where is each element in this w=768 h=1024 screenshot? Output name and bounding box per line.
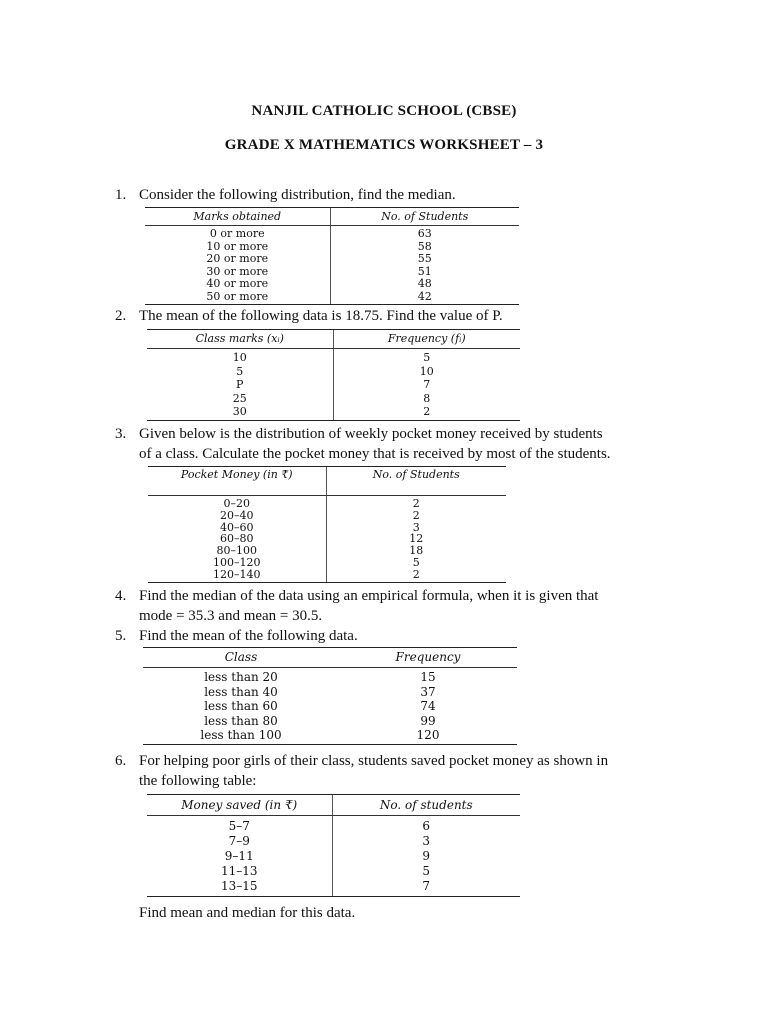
table-cell: 30 or more xyxy=(206,264,269,278)
question-number: 4. xyxy=(115,588,127,604)
question-number: 2. xyxy=(115,308,127,324)
table-cell: 11–13 xyxy=(220,864,258,878)
question-2 xyxy=(115,306,675,326)
table-cell: 100–120 xyxy=(213,555,261,569)
table-cell: 20 or more xyxy=(206,252,269,265)
question-number: 1. xyxy=(115,187,127,203)
table-cell: 2 xyxy=(412,508,420,522)
table-cell: 74 xyxy=(420,699,436,714)
table-header: Marks obtained xyxy=(145,208,331,225)
table-cell: 42 xyxy=(417,289,432,303)
table-header: No. of students xyxy=(379,798,473,812)
table-header: No. of Students xyxy=(381,210,469,223)
table-header: Money saved (in ₹) xyxy=(147,795,333,815)
table-cell: P xyxy=(236,378,244,391)
question-6 xyxy=(115,751,685,791)
table-cell: less than 40 xyxy=(204,684,278,699)
question-4 xyxy=(115,586,675,626)
table-cell: 8 xyxy=(423,391,431,405)
table-cell: 80–100 xyxy=(216,544,257,558)
table-cell: 120 xyxy=(416,728,440,743)
table-cell: 37 xyxy=(420,684,436,699)
table-cell: 40 or more xyxy=(206,277,269,290)
table-cell: 63 xyxy=(417,227,432,240)
table-cell: less than 80 xyxy=(204,713,278,728)
table-cell: 2 xyxy=(423,405,431,418)
table-cell: 5 xyxy=(423,351,431,364)
question-text: Consider the following distribution, find the median. xyxy=(139,187,456,203)
table-cell: 7–9 xyxy=(228,834,250,848)
table-5 xyxy=(143,647,517,745)
table-cell: 10 xyxy=(419,364,434,378)
table-cell: 0 or more xyxy=(209,227,265,240)
question-3 xyxy=(115,424,675,464)
table-header: Class xyxy=(224,650,258,664)
table-2 xyxy=(147,329,520,421)
question-text: Find mean and median for this data. xyxy=(139,905,356,921)
table-cell: 20–40 xyxy=(220,508,254,522)
school-title: NANJIL CATHOLIC SCHOOL (CBSE) xyxy=(251,103,517,119)
table-cell: 6 xyxy=(422,819,431,833)
table-cell: 10 or more xyxy=(206,239,269,253)
table-cell: 50 or more xyxy=(206,289,269,303)
table-header: Frequency (fᵢ) xyxy=(387,332,466,345)
table-cell: 58 xyxy=(417,239,432,253)
table-cell: 99 xyxy=(420,713,436,728)
table-1 xyxy=(145,207,519,305)
table-cell: 2 xyxy=(412,497,420,510)
question-number: 3. xyxy=(115,426,127,442)
table-3 xyxy=(148,466,506,583)
table-header: No. of Students xyxy=(372,468,460,481)
table-cell: 5 xyxy=(422,864,431,878)
table-cell: 5 xyxy=(412,555,420,569)
table-cell: 12 xyxy=(409,532,424,546)
question-number: 6. xyxy=(115,753,127,769)
table-cell: 7 xyxy=(422,879,431,893)
table-cell: 9 xyxy=(422,849,431,863)
question-number: 5. xyxy=(115,628,127,644)
table-cell: 48 xyxy=(417,277,432,290)
question-text: The mean of the following data is 18.75. Find the value of P. xyxy=(139,308,503,324)
question-text: For helping poor girls of their class, students saved pocket money as shown in xyxy=(139,753,609,769)
table-header: Pocket Money (in ₹) xyxy=(148,467,327,495)
table-cell: 5–7 xyxy=(228,819,250,833)
question-text: the following table: xyxy=(139,773,257,789)
table-cell: 120–140 xyxy=(213,567,261,581)
question-text: Find the median of the data using an empirical formula, when it is given that xyxy=(139,588,599,604)
table-header: Frequency xyxy=(395,650,461,664)
question-text: mode = 35.3 and mean = 30.5. xyxy=(139,608,323,624)
table-cell: 60–80 xyxy=(220,532,254,546)
table-cell: 3 xyxy=(412,520,420,534)
table-cell: 9–11 xyxy=(224,849,254,863)
table-cell: 25 xyxy=(232,391,247,405)
worksheet-title: GRADE X MATHEMATICS WORKSHEET – 3 xyxy=(224,137,544,153)
table-cell: 51 xyxy=(417,264,432,278)
table-header: Class marks (xᵢ) xyxy=(147,330,334,348)
table-cell: 5 xyxy=(236,364,244,378)
table-cell: 18 xyxy=(409,544,424,558)
table-cell: 2 xyxy=(412,567,420,581)
table-cell: less than 20 xyxy=(204,670,278,684)
table-cell: 15 xyxy=(420,670,436,684)
question-text: Find the mean of the following data. xyxy=(139,628,358,644)
table-cell: 7 xyxy=(423,378,431,391)
table-cell: 30 xyxy=(232,405,247,418)
question-5 xyxy=(115,626,675,646)
question-text: Given below is the distribution of weekly pocket money received by students xyxy=(139,426,603,442)
table-cell: 55 xyxy=(417,252,432,265)
table-cell: 0–20 xyxy=(223,497,250,510)
question-text: of a class. Calculate the pocket money that is received by most of the students. xyxy=(139,446,611,462)
question-1 xyxy=(115,185,675,205)
table-cell: less than 60 xyxy=(204,699,278,714)
table-6 xyxy=(147,794,520,897)
table-cell: 10 xyxy=(232,351,247,364)
table-cell: 40–60 xyxy=(220,520,254,534)
table-cell: 13–15 xyxy=(220,879,258,893)
table-cell: less than 100 xyxy=(200,728,282,743)
question-6-footer xyxy=(115,903,675,923)
table-cell: 3 xyxy=(422,834,431,848)
